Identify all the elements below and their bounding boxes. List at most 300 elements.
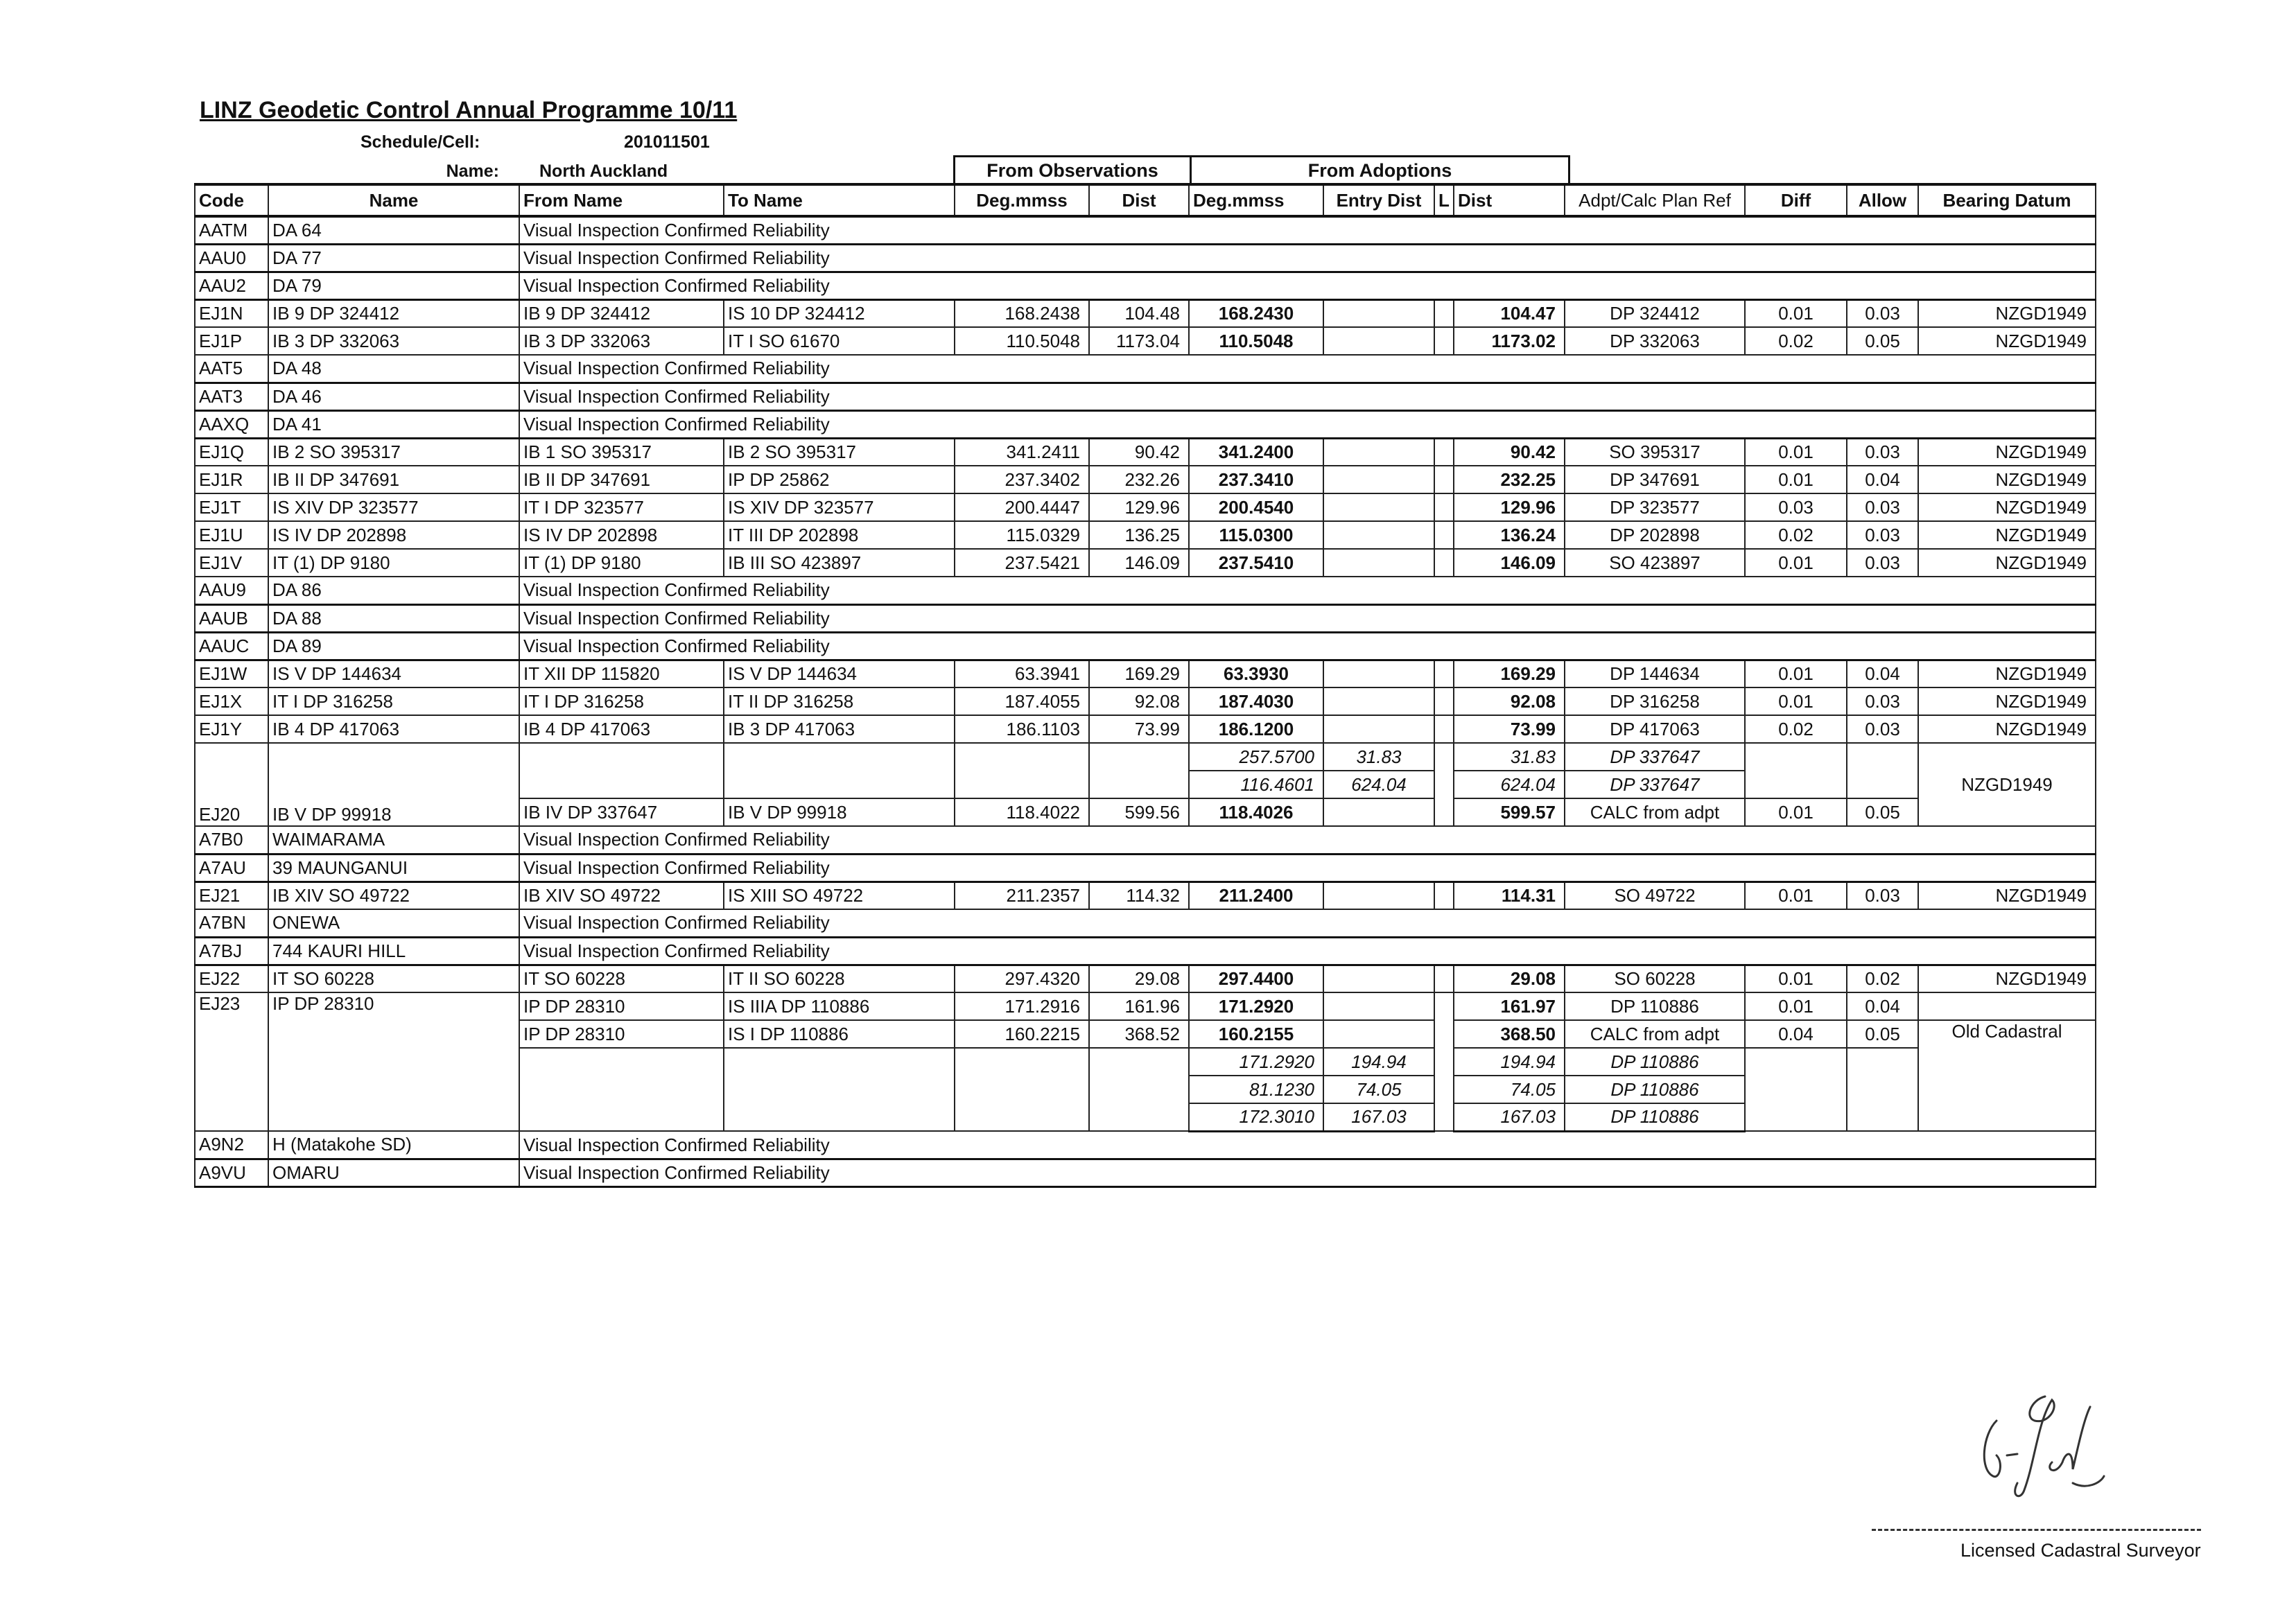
row-extra-deg: 81.1230 (1189, 1076, 1323, 1103)
group-header (953, 155, 1570, 184)
row-visual-inspection: Visual Inspection Confirmed Reliability (519, 244, 2096, 272)
row-to-name (724, 743, 955, 798)
row-extra-entry: 624.04 (1323, 771, 1434, 798)
row-adp-deg: 115.0300 (1189, 521, 1323, 549)
row-datum: NZGD1949 (1918, 965, 2096, 992)
header-bearing-datum: Bearing Datum (1918, 184, 2096, 216)
row-adp-dist: 129.96 (1454, 493, 1565, 521)
row-from-name: IT (1) DP 9180 (519, 549, 724, 577)
row-allow (1847, 743, 1918, 798)
row-entry-dist (1323, 299, 1434, 327)
row-diff: 0.01 (1745, 438, 1847, 466)
row-extra-plan: DP 337647 (1565, 743, 1745, 771)
header-to-name: To Name (724, 184, 955, 216)
table-row (195, 632, 2096, 660)
row-obs-deg: 63.3941 (955, 660, 1089, 687)
row-adp-deg: 341.2400 (1189, 438, 1323, 466)
table-row (195, 438, 2096, 466)
table-row (195, 577, 2096, 604)
row-obs-deg: 115.0329 (955, 521, 1089, 549)
row-plan-ref: DP 347691 (1565, 466, 1745, 493)
header-adp-dist: Dist (1454, 184, 1565, 216)
row-l (1434, 327, 1454, 355)
row-obs-dist: 129.96 (1089, 493, 1189, 521)
row-allow: 0.05 (1847, 327, 1918, 355)
row-plan-ref: CALC from adpt (1565, 1020, 1745, 1048)
row-name: IB V DP 99918 (268, 743, 519, 826)
row-extra-plan: DP 110886 (1565, 1076, 1745, 1103)
row-obs-deg: 211.2357 (955, 882, 1089, 909)
table-row (195, 355, 2096, 383)
row-name: IB 9 DP 324412 (268, 299, 519, 327)
header-adp-deg: Deg.mmss (1189, 184, 1323, 216)
row-l (1434, 882, 1454, 909)
row-extra-entry: 194.94 (1323, 1048, 1434, 1076)
row-code: EJ1V (195, 549, 268, 577)
row-obs-deg: 171.2916 (955, 992, 1089, 1020)
header-code: Code (195, 184, 268, 216)
row-to-name: IS V DP 144634 (724, 660, 955, 687)
row-code: EJ1N (195, 299, 268, 327)
row-obs-dist: 1173.04 (1089, 327, 1189, 355)
table-row (195, 1131, 2096, 1159)
table-row (195, 383, 2096, 410)
row-l (1434, 660, 1454, 687)
row-l (1434, 493, 1454, 521)
row-allow (1847, 1048, 1918, 1131)
row-to-name: IS 10 DP 324412 (724, 299, 955, 327)
row-obs-dist: 368.52 (1089, 1020, 1189, 1048)
row-diff (1745, 1048, 1847, 1131)
table-body (195, 216, 2096, 1186)
row-plan-ref: SO 395317 (1565, 438, 1745, 466)
header-allow: Allow (1847, 184, 1918, 216)
row-obs-deg: 237.5421 (955, 549, 1089, 577)
row-extra-deg: 172.3010 (1189, 1103, 1323, 1131)
row-plan-ref: DP 324412 (1565, 299, 1745, 327)
table-row (195, 410, 2096, 438)
row-visual-inspection: Visual Inspection Confirmed Reliability (519, 826, 2096, 854)
row-diff: 0.02 (1745, 715, 1847, 743)
row-allow: 0.03 (1847, 882, 1918, 909)
row-diff: 0.01 (1745, 299, 1847, 327)
table-row (195, 327, 2096, 355)
row-diff: 0.01 (1745, 549, 1847, 577)
row-obs-deg: 297.4320 (955, 965, 1089, 992)
row-code: EJ1R (195, 466, 268, 493)
table-row (195, 992, 2096, 1020)
row-adp-deg: 63.3930 (1189, 660, 1323, 687)
row-plan-ref: DP 144634 (1565, 660, 1745, 687)
table-row (195, 882, 2096, 909)
table-row (195, 937, 2096, 965)
schedule-label: Schedule/Cell: (360, 132, 480, 152)
row-extra-dist: 167.03 (1454, 1103, 1565, 1131)
row-code: A7BJ (195, 937, 268, 965)
row-adp-deg: 211.2400 (1189, 882, 1323, 909)
table-row (195, 687, 2096, 715)
row-from-name: IP DP 28310 (519, 1020, 724, 1048)
row-diff: 0.02 (1745, 327, 1847, 355)
row-from-name: IT I DP 316258 (519, 687, 724, 715)
row-allow: 0.05 (1847, 1020, 1918, 1048)
row-extra-dist: 74.05 (1454, 1076, 1565, 1103)
row-adp-dist: 169.29 (1454, 660, 1565, 687)
row-to-name: IT II SO 60228 (724, 965, 955, 992)
row-name: IP DP 28310 (268, 992, 519, 1131)
row-to-name: IT III DP 202898 (724, 521, 955, 549)
row-datum: NZGD1949 (1918, 327, 2096, 355)
name-value: North Auckland (539, 161, 668, 181)
row-code: A7AU (195, 854, 268, 882)
row-adp-deg: 168.2430 (1189, 299, 1323, 327)
row-name: 744 KAURI HILL (268, 937, 519, 965)
row-obs-dist (1089, 1048, 1189, 1131)
row-adp-dist: 368.50 (1454, 1020, 1565, 1048)
row-entry-dist (1323, 466, 1434, 493)
row-l (1434, 438, 1454, 466)
row-allow: 0.03 (1847, 438, 1918, 466)
row-diff: 0.01 (1745, 882, 1847, 909)
row-extra-plan: DP 110886 (1565, 1048, 1745, 1076)
row-code: EJ1U (195, 521, 268, 549)
row-extra-entry: 31.83 (1323, 743, 1434, 771)
row-name: 39 MAUNGANUI (268, 854, 519, 882)
row-obs-deg: 186.1103 (955, 715, 1089, 743)
row-extra-plan: DP 110886 (1565, 1103, 1745, 1131)
row-allow: 0.04 (1847, 992, 1918, 1020)
row-allow: 0.03 (1847, 687, 1918, 715)
row-code: EJ22 (195, 965, 268, 992)
row-diff: 0.01 (1745, 660, 1847, 687)
row-to-name: IS XIII SO 49722 (724, 882, 955, 909)
signature (1969, 1379, 2107, 1511)
name-label: Name: (446, 161, 499, 181)
header-l: L (1434, 184, 1454, 216)
row-datum: NZGD1949 (1918, 549, 2096, 577)
row-obs-dist: 92.08 (1089, 687, 1189, 715)
header-obs-deg: Deg.mmss (955, 184, 1089, 216)
table-row (195, 493, 2096, 521)
row-adp-dist: 92.08 (1454, 687, 1565, 715)
row-name: OMARU (268, 1159, 519, 1186)
row-adp-deg: 237.5410 (1189, 549, 1323, 577)
row-adp-dist: 90.42 (1454, 438, 1565, 466)
row-adp-dist: 599.57 (1454, 798, 1565, 826)
row-name: DA 41 (268, 410, 519, 438)
row-datum: NZGD1949 (1918, 466, 2096, 493)
row-diff: 0.01 (1745, 798, 1847, 826)
row-obs-deg: 110.5048 (955, 327, 1089, 355)
row-obs-deg: 160.2215 (955, 1020, 1089, 1048)
row-obs-deg: 168.2438 (955, 299, 1089, 327)
row-obs-deg: 187.4055 (955, 687, 1089, 715)
row-name: DA 89 (268, 632, 519, 660)
row-plan-ref: DP 110886 (1565, 992, 1745, 1020)
row-visual-inspection: Visual Inspection Confirmed Reliability (519, 272, 2096, 299)
row-name: DA 46 (268, 383, 519, 410)
header-name: Name (268, 184, 519, 216)
row-extra-deg: 257.5700 (1189, 743, 1323, 771)
row-extra-deg: 116.4601 (1189, 771, 1323, 798)
row-to-name: IB 2 SO 395317 (724, 438, 955, 466)
row-code: AAXQ (195, 410, 268, 438)
row-code: AAU9 (195, 577, 268, 604)
row-obs-deg: 341.2411 (955, 438, 1089, 466)
row-visual-inspection: Visual Inspection Confirmed Reliability (519, 604, 2096, 632)
row-name: IB 2 SO 395317 (268, 438, 519, 466)
row-allow: 0.03 (1847, 715, 1918, 743)
row-visual-inspection: Visual Inspection Confirmed Reliability (519, 216, 2096, 244)
row-code: AAUC (195, 632, 268, 660)
row-adp-deg: 118.4026 (1189, 798, 1323, 826)
programme-table (194, 183, 2096, 1188)
row-l (1434, 965, 1454, 992)
row-l (1434, 549, 1454, 577)
table-row (195, 272, 2096, 299)
schedule-value: 201011501 (624, 132, 710, 152)
row-visual-inspection: Visual Inspection Confirmed Reliability (519, 577, 2096, 604)
row-obs-dist: 104.48 (1089, 299, 1189, 327)
row-datum: NZGD1949 (1918, 882, 2096, 909)
row-diff: 0.01 (1745, 965, 1847, 992)
row-datum: NZGD1949 (1918, 687, 2096, 715)
row-diff (1745, 743, 1847, 798)
row-from-name: IB II DP 347691 (519, 466, 724, 493)
row-name: ONEWA (268, 909, 519, 937)
table-row (195, 965, 2096, 992)
row-allow: 0.04 (1847, 660, 1918, 687)
table-row (195, 715, 2096, 743)
row-from-name: IB 9 DP 324412 (519, 299, 724, 327)
table-row (195, 216, 2096, 244)
row-obs-deg: 200.4447 (955, 493, 1089, 521)
row-extra-dist: 194.94 (1454, 1048, 1565, 1076)
row-adp-dist: 29.08 (1454, 965, 1565, 992)
row-from-name: IT I DP 323577 (519, 493, 724, 521)
header-diff: Diff (1745, 184, 1847, 216)
row-obs-dist: 136.25 (1089, 521, 1189, 549)
row-diff: 0.01 (1745, 992, 1847, 1020)
row-name: H (Matakohe SD) (268, 1131, 519, 1159)
row-name: IS V DP 144634 (268, 660, 519, 687)
row-code: EJ21 (195, 882, 268, 909)
row-adp-deg: 110.5048 (1189, 327, 1323, 355)
row-from-name: IB 1 SO 395317 (519, 438, 724, 466)
row-obs-dist: 161.96 (1089, 992, 1189, 1020)
row-adp-dist: 1173.02 (1454, 327, 1565, 355)
row-obs-dist: 29.08 (1089, 965, 1189, 992)
row-from-name (519, 1048, 724, 1131)
table-row (195, 826, 2096, 854)
row-code: EJ20 (195, 743, 268, 826)
row-adp-dist: 161.97 (1454, 992, 1565, 1020)
row-adp-dist: 232.25 (1454, 466, 1565, 493)
row-extra-deg: 171.2920 (1189, 1048, 1323, 1076)
row-l (1434, 992, 1454, 1131)
row-datum: NZGD1949 (1918, 743, 2096, 826)
row-plan-ref: SO 49722 (1565, 882, 1745, 909)
row-name: DA 88 (268, 604, 519, 632)
table-row (195, 660, 2096, 687)
row-plan-ref: SO 60228 (1565, 965, 1745, 992)
table-row (195, 521, 2096, 549)
row-adp-dist: 146.09 (1454, 549, 1565, 577)
row-entry-dist (1323, 882, 1434, 909)
row-obs-deg (955, 1048, 1089, 1131)
row-code: AAT5 (195, 355, 268, 383)
row-datum: NZGD1949 (1918, 299, 2096, 327)
table-row (195, 604, 2096, 632)
row-datum: Old Cadastral (1918, 1020, 2096, 1131)
row-to-name: IS XIV DP 323577 (724, 493, 955, 521)
row-code: A9VU (195, 1159, 268, 1186)
header-from-name: From Name (519, 184, 724, 216)
row-visual-inspection: Visual Inspection Confirmed Reliability (519, 1159, 2096, 1186)
row-plan-ref: DP 202898 (1565, 521, 1745, 549)
row-code: AAUB (195, 604, 268, 632)
row-visual-inspection: Visual Inspection Confirmed Reliability (519, 383, 2096, 410)
row-visual-inspection: Visual Inspection Confirmed Reliability (519, 355, 2096, 383)
row-l (1434, 299, 1454, 327)
row-diff: 0.01 (1745, 687, 1847, 715)
row-name: IB II DP 347691 (268, 466, 519, 493)
row-visual-inspection: Visual Inspection Confirmed Reliability (519, 1131, 2096, 1159)
row-entry-dist (1323, 798, 1434, 826)
row-from-name (519, 743, 724, 798)
row-obs-dist: 599.56 (1089, 798, 1189, 826)
row-entry-dist (1323, 327, 1434, 355)
row-entry-dist (1323, 660, 1434, 687)
row-code: AAT3 (195, 383, 268, 410)
table-row (195, 466, 2096, 493)
row-l (1434, 521, 1454, 549)
row-obs-dist: 169.29 (1089, 660, 1189, 687)
header-obs-dist: Dist (1089, 184, 1189, 216)
row-allow: 0.04 (1847, 466, 1918, 493)
row-name: DA 64 (268, 216, 519, 244)
row-adp-deg: 171.2920 (1189, 992, 1323, 1020)
row-from-name: IP DP 28310 (519, 992, 724, 1020)
row-name: DA 86 (268, 577, 519, 604)
row-from-name: IT SO 60228 (519, 965, 724, 992)
row-entry-dist (1323, 687, 1434, 715)
row-obs-deg: 237.3402 (955, 466, 1089, 493)
row-obs-deg: 118.4022 (955, 798, 1089, 826)
row-code: EJ1Q (195, 438, 268, 466)
row-obs-dist: 73.99 (1089, 715, 1189, 743)
row-visual-inspection: Visual Inspection Confirmed Reliability (519, 632, 2096, 660)
row-entry-dist (1323, 493, 1434, 521)
row-code: A7B0 (195, 826, 268, 854)
row-name: WAIMARAMA (268, 826, 519, 854)
row-l (1434, 715, 1454, 743)
row-code: A7BN (195, 909, 268, 937)
row-to-name: IB 3 DP 417063 (724, 715, 955, 743)
row-name: IT I DP 316258 (268, 687, 519, 715)
row-visual-inspection: Visual Inspection Confirmed Reliability (519, 410, 2096, 438)
row-adp-deg: 187.4030 (1189, 687, 1323, 715)
row-obs-dist: 232.26 (1089, 466, 1189, 493)
row-visual-inspection: Visual Inspection Confirmed Reliability (519, 937, 2096, 965)
row-name: IB 4 DP 417063 (268, 715, 519, 743)
row-to-name: IS I DP 110886 (724, 1020, 955, 1048)
row-entry-dist (1323, 438, 1434, 466)
row-code: EJ1Y (195, 715, 268, 743)
row-adp-deg: 237.3410 (1189, 466, 1323, 493)
table-header-row (195, 184, 2096, 216)
row-extra-dist: 31.83 (1454, 743, 1565, 771)
row-to-name: IT II DP 316258 (724, 687, 955, 715)
page-title: LINZ Geodetic Control Annual Programme 10/11 (200, 97, 738, 123)
table-row (195, 854, 2096, 882)
row-name: IT SO 60228 (268, 965, 519, 992)
row-name: DA 77 (268, 244, 519, 272)
row-plan-ref: DP 316258 (1565, 687, 1745, 715)
header-entry-dist: Entry Dist (1323, 184, 1434, 216)
row-plan-ref: DP 332063 (1565, 327, 1745, 355)
row-code: EJ1W (195, 660, 268, 687)
row-visual-inspection: Visual Inspection Confirmed Reliability (519, 909, 2096, 937)
table-row (195, 244, 2096, 272)
row-from-name: IT XII DP 115820 (519, 660, 724, 687)
row-extra-entry: 167.03 (1323, 1103, 1434, 1131)
row-plan-ref: SO 423897 (1565, 549, 1745, 577)
row-obs-dist: 90.42 (1089, 438, 1189, 466)
row-to-name: IB III SO 423897 (724, 549, 955, 577)
row-from-name: IS IV DP 202898 (519, 521, 724, 549)
row-allow: 0.02 (1847, 965, 1918, 992)
row-l (1434, 466, 1454, 493)
row-code: EJ1P (195, 327, 268, 355)
table-row (195, 909, 2096, 937)
row-adp-deg: 186.1200 (1189, 715, 1323, 743)
signature-line (1872, 1529, 2201, 1531)
row-diff: 0.01 (1745, 466, 1847, 493)
row-code: A9N2 (195, 1131, 268, 1159)
row-name: DA 48 (268, 355, 519, 383)
row-name: IS IV DP 202898 (268, 521, 519, 549)
signature-label: Licensed Cadastral Surveyor (1960, 1540, 2201, 1561)
row-diff: 0.04 (1745, 1020, 1847, 1048)
row-adp-deg: 160.2155 (1189, 1020, 1323, 1048)
row-obs-dist (1089, 743, 1189, 798)
row-adp-dist: 136.24 (1454, 521, 1565, 549)
table-row (195, 299, 2096, 327)
row-entry-dist (1323, 549, 1434, 577)
row-adp-dist: 104.47 (1454, 299, 1565, 327)
row-to-name: IT I SO 61670 (724, 327, 955, 355)
row-name: IT (1) DP 9180 (268, 549, 519, 577)
row-extra-plan: DP 337647 (1565, 771, 1745, 798)
row-datum: NZGD1949 (1918, 660, 2096, 687)
table-row (195, 1159, 2096, 1186)
row-allow: 0.03 (1847, 521, 1918, 549)
row-entry-dist (1323, 992, 1434, 1020)
row-from-name: IB 4 DP 417063 (519, 715, 724, 743)
row-datum: NZGD1949 (1918, 438, 2096, 466)
row-name: IB XIV SO 49722 (268, 882, 519, 909)
row-adp-dist: 114.31 (1454, 882, 1565, 909)
table-row (195, 549, 2096, 577)
row-adp-deg: 200.4540 (1189, 493, 1323, 521)
row-from-name: IB 3 DP 332063 (519, 327, 724, 355)
row-datum: NZGD1949 (1918, 493, 2096, 521)
row-entry-dist (1323, 965, 1434, 992)
row-diff: 0.03 (1745, 493, 1847, 521)
row-extra-dist: 624.04 (1454, 771, 1565, 798)
row-extra-entry: 74.05 (1323, 1076, 1434, 1103)
